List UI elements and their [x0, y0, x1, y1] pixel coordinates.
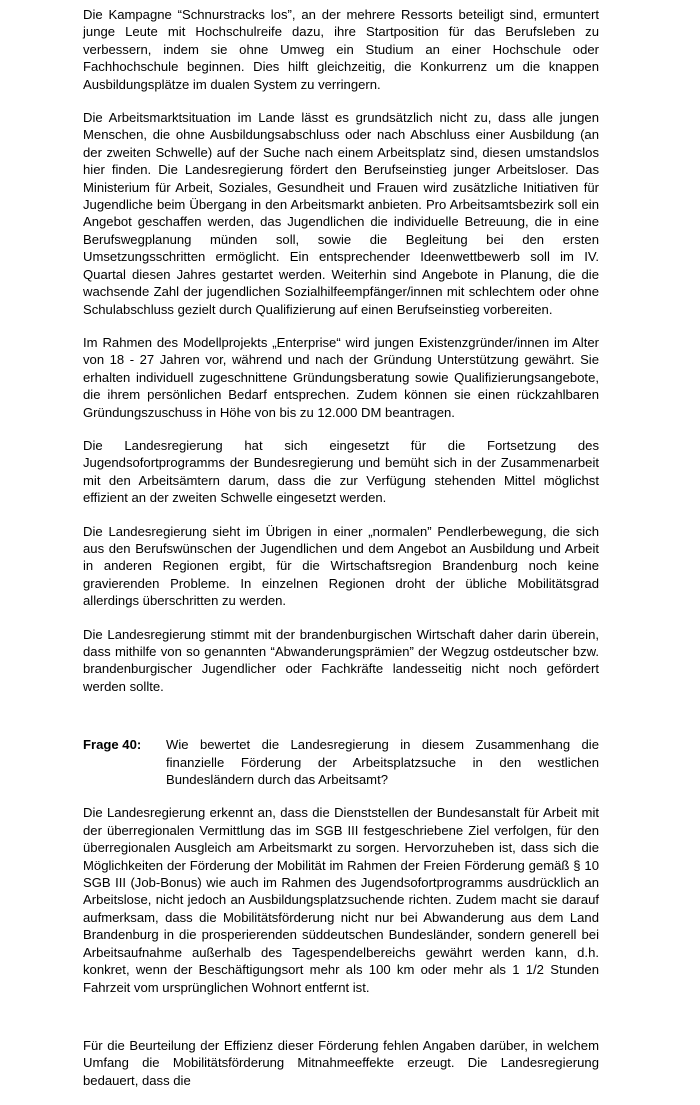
paragraph-youth-immediate-program: Die Landesregierung hat sich eingesetzt für die Fortsetzung des Jugendsofortprogramms der Bundesregierung und bemüht sich in der Zusammenarbeit mit den Arbeitsämtern darum, dass die zur Verfügung stehenden Mittel möglichst effizient an der zweiten Schwelle eingesetzt werden.	[83, 437, 599, 506]
paragraph-schnurstracks-campaign: Die Kampagne “Schnurstracks los”, an der mehrere Ressorts beteiligt sind, ermuntert junge Leute mit Hochschulreife dazu, ihre Startposition für das Berufsleben zu verbessern, indem sie ohne Umweg ein Studium an einer Hochschule oder Fachhochschule beginnen. Dies hilft gleichzeitig, die Konkurrenz um die knappen Ausbildungsplätze im dualen System zu verringern.	[83, 7, 599, 92]
paragraph-answer-mobility-support: Die Landesregierung erkennt an, dass die Dienststellen der Bundesanstalt für Arbeit mit der überregionalen Vermittlung das im SGB III festgeschriebene Ziel verfolgen, für den überregionalen Ausgleich am Arbeitsmarkt zu sorgen. Hervorzuheben ist, dass sich die Möglichkeiten der Förderung der Mobilität im Rahmen der Freien Förderung gemäß § 10 SGB III (Job-Bonus) wie auch im Rahmen des Jugendsofortprogramms ausdrücklich an Arbeitslose, nicht jedoch an Ausbildungsplatzsuchende richten. Zudem macht sie darauf aufmerksam, dass die Mobilitätsförderung nicht nur bei Abwanderung aus dem Land Brandenburg in die prosperierenden süddeutschen Bundesländer, sondern generell bei Arbeitsaufnahme außerhalb des Tagespendelbereichs gewährt werden kann, d.h. konkret, wenn der Beschäftigungsort mehr als 100 km oder mehr als 1 1/2 Stunden Fahrzeit vom ursprünglichen Wohnort entfernt ist.	[83, 805, 599, 995]
question-label: Frage 40:	[83, 737, 142, 753]
paragraph-enterprise-project: Im Rahmen des Modellprojekts „Enterprise“ wird jungen Existenzgründer/innen im Alter von 18 - 27 Jahren vor, während und nach der Gründung Unterstützung gewährt. Sie erhalten individuell zugeschnittene Gründungsberatung sowie Qualifizierungsangebote, die ihrem persönlichen Bedarf entsprechen. Zudem können sie einen rückzahlbaren Gründungszuschuss in Höhe von bis zu 12.000 DM beantragen.	[83, 334, 599, 420]
paragraph-labor-market-situation: Die Arbeitsmarktsituation im Lande lässt es grundsätzlich nicht zu, dass alle jungen Menschen, die ohne Ausbildungsabschluss oder nach Abschluss einer Ausbildung (an der zweiten Schwelle) auf der Suche nach einem Arbeitsplatz sind, diesen umstandslos hier finden. Die Landesregierung fördert den Berufseinstieg junger Arbeitsloser. Das Ministerium für Arbeit, Soziales, Gesundheit und Frauen wird zusätzliche Initiativen für Jugendliche beim Übergang in den Arbeitsmarkt anbieten. Pro Arbeitsamtsbezirk soll ein Angebot geschaffen werden, das Jugendlichen die individuelle Betreuung, die in eine Berufswegplanung münden soll, sowie die Begleitung bei den ersten Umsetzungsschritten ermöglicht. Ein entsprechender Ideenwettbewerb soll im IV. Quartal diesen Jahres gestartet werden. Weiterhin sind Angebote in Planung, die die wachsende Zahl der jugendlichen Sozialhilfeempfänger/innen mit schlechtem oder ohne Schulabschluss gezielt durch Qualifizierung auf einen Berufseinstieg vorbereiten.	[83, 110, 599, 317]
paragraph-efficiency-assessment: Für die Beurteilung der Effizienz dieser Förderung fehlen Angaben darüber, in welchem Umfang die Mobilitätsförderung Mitnahmeeffekte erzeugt. Die Landesregierung bedauert, dass die	[83, 1037, 599, 1088]
document-page	[83, 6, 599, 1105]
question-text: Wie bewertet die Landesregierung in diesem Zusammenhang die finanzielle Förderung der Arbeitsplatzsuche in den westlichen Bundesländern durch das Arbeitsamt?	[166, 737, 599, 788]
paragraph-commuter-movement: Die Landesregierung sieht im Übrigen in einer „normalen” Pendlerbewegung, die sich aus den Berufswünschen der Jugendlichen und dem Angebot an Ausbildung und Arbeit in anderen Regionen ergibt, für die Wirtschaftsregion Brandenburg noch keine gravierenden Probleme. In einzelnen Regionen droht der übliche Mobilitätsgrad allerdings überschritten zu werden.	[83, 523, 599, 609]
question-block	[83, 736, 599, 788]
paragraph-migration-bonus: Die Landesregierung stimmt mit der brandenburgischen Wirtschaft daher darin überein, dass mithilfe von so genannten “Abwanderungsprämien” der Wegzug ostdeutscher bzw. brandenburgischer Jugendlicher oder Fachkräfte landesseitig nicht noch gefördert werden sollte.	[83, 626, 599, 694]
